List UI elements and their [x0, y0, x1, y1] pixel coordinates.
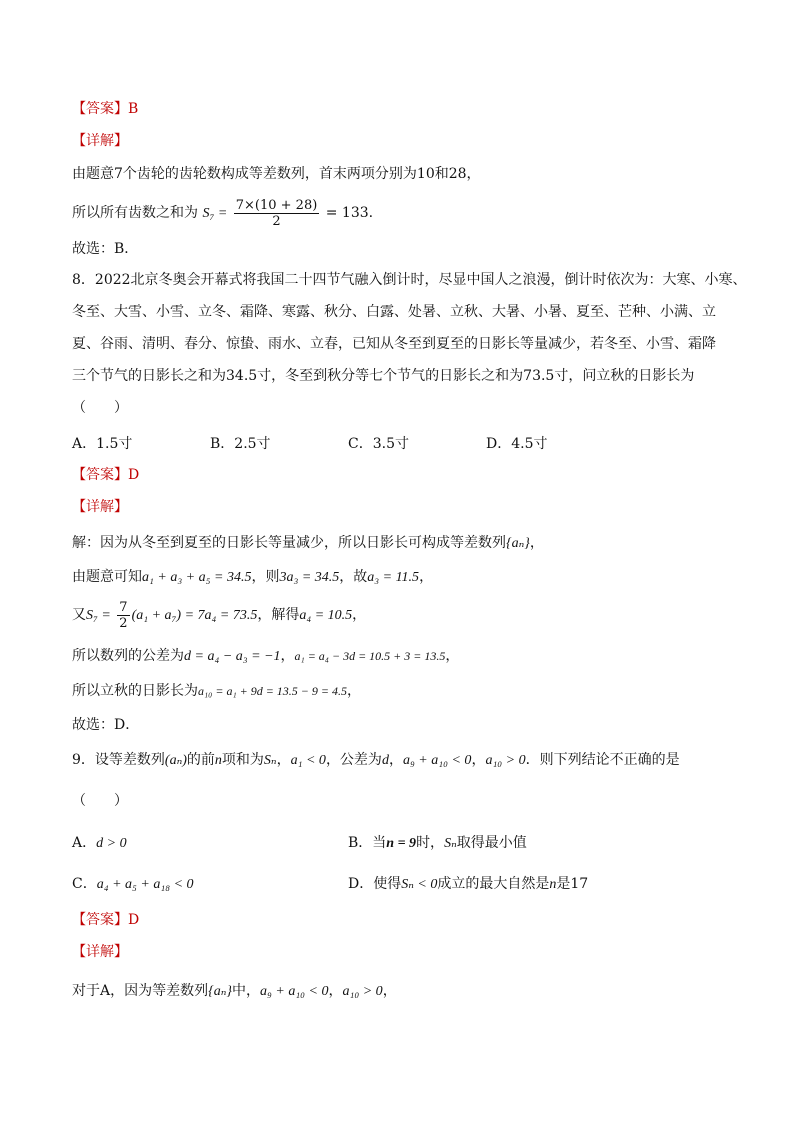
equation: (a₁ + a₇) = 7a₄ = 73.5 [131, 608, 258, 623]
sequence: {aₙ} [208, 984, 232, 999]
sequence: {aₙ} [506, 536, 530, 551]
q7-detail-tag [72, 131, 128, 151]
sequence: (aₙ) [164, 753, 187, 768]
q8-paren: （ ） [72, 400, 128, 416]
q9-option-d: D．使得Sₙ < 0成立的最大自然是n是17 [348, 876, 589, 892]
condition: a₉ + a₁₀ < 0 [260, 984, 329, 999]
condition: a₁₀ > 0 [485, 753, 526, 768]
condition: a₁₀ > 0 [342, 984, 383, 999]
equation: a₁₀ = a₁ + 9d = 13.5 − 9 = 4.5 [198, 684, 348, 698]
equation: a₄ = 10.5 [299, 608, 353, 623]
q8-answer-line [72, 465, 139, 485]
q8-stem-line-1: 8．2022北京冬奥会开幕式将我国二十四节气融入倒计时，尽显中国人之浪漫，倒计时依次为：大寒、小寒、 [72, 272, 747, 288]
fraction-denominator: 2 [272, 213, 281, 229]
q9-answer-line [72, 910, 139, 930]
q8-option-a: A．1.5寸 [72, 436, 133, 452]
equation: 3a₃ = 34.5 [279, 570, 340, 585]
q7-solution-line-2: 所以所有齿数之和为 S₇ = $\frac{7\times(10 + 28)}{2}$ = 133. [72, 197, 374, 229]
q8-option-c: C．3.5寸 [348, 436, 409, 452]
condition: a₉ + a₁₀ < 0 [402, 753, 472, 768]
q9-option-c: C．a₄ + a₅ + a₁₈ < 0 [72, 876, 194, 892]
equation: a₁ + a₃ + a₅ = 34.5 [142, 570, 252, 585]
answer-tag: 【答案】 [72, 912, 128, 928]
q8-detail-tag [72, 497, 128, 517]
answer-tag: 【答案】 [72, 101, 128, 117]
q7-solution-line-1: 由题意7个齿轮的齿轮数构成等差数列，首末两项分别为10和28， [72, 166, 481, 182]
answer-value: D [128, 912, 140, 928]
sum-lhs: S₇ = [202, 206, 228, 221]
fraction-denominator: 2 [119, 615, 128, 631]
answer-tag: 【答案】 [72, 467, 128, 483]
q8-stem-line-2: 冬至、大雪、小雪、立冬、霜降、寒露、秋分、白露、处暑、立秋、大暑、小暑、夏至、芒种、小满、立 [72, 304, 716, 320]
q9-solution-line-1: 对于A，因为等差数列{aₙ}中，a₉ + a₁₀ < 0，a₁₀ > 0， [72, 983, 397, 999]
q8-choose: 故选：D． [72, 717, 140, 733]
equation: a₃ = 11.5 [367, 570, 420, 585]
q7-choose: 故选：B． [72, 241, 139, 257]
detail-tag: 【详解】 [72, 499, 128, 515]
fraction-numerator: 7×(10 + 28) [235, 197, 318, 213]
q8-stem-line-4: 三个节气的日影长之和为34.5寸，冬至到秋分等七个节气的日影长之和为73.5寸，问立秋的日影长为 [72, 368, 695, 384]
answer-value: D [128, 467, 140, 483]
q9-option-a: A．d > 0 [72, 835, 127, 851]
detail-tag: 【详解】 [72, 944, 128, 960]
sum-fraction [234, 198, 320, 229]
fraction-numerator: 7 [119, 599, 128, 615]
q9-option-b: B．当n = 9时，Sₙ取得最小值 [348, 835, 527, 851]
q8-solution-line-1: 解：因为从冬至到夏至的日影长等量减少，所以日影长可构成等差数列{aₙ}， [72, 535, 544, 551]
q9-paren: （ ） [72, 793, 128, 809]
q8-solution-line-3: 又S₇ = $\frac{7}{2}$ (a₁ + a₇) = 7a₄ = 73.5，解得a₄ = 10.5， [72, 599, 367, 631]
sum-rhs: = 133 [325, 205, 369, 221]
equation: a₁ = a₄ − 3d = 10.5 + 3 = 13.5 [294, 649, 446, 663]
condition: a₁ < 0 [290, 753, 326, 768]
answer-value: B [128, 101, 139, 117]
q8-solution-line-4: 所以数列的公差为d = a₄ − a₃ = −1，a₁ = a₄ − 3d = 10.5 + 3 = 13.5， [72, 648, 460, 664]
equation: d = a₄ − a₃ = −1 [184, 649, 281, 664]
q8-solution-line-5: 所以立秋的日影长为a₁₀ = a₁ + 9d = 13.5 − 9 = 4.5， [72, 683, 362, 699]
equation: S₇ = [86, 608, 111, 623]
q9-detail-tag [72, 942, 128, 962]
fraction [117, 600, 129, 631]
q8-solution-line-2: 由题意可知a₁ + a₃ + a₅ = 34.5，则3a₃ = 34.5，故a₃ = 11.5， [72, 569, 434, 585]
q9-stem-line-1: 9．设等差数列(aₙ)的前n项和为Sₙ，a₁ < 0，公差为d，a₉ + a₁₀ < 0，a₁₀ > 0．则下列结论不正确的是 [72, 752, 680, 768]
q8-option-d: D．4.5寸 [486, 436, 548, 452]
detail-tag: 【详解】 [72, 133, 128, 149]
q8-stem-line-3: 夏、谷雨、清明、春分、惊蛰、雨水、立春，已知从冬至到夏至的日影长等量减少，若冬至、小雪、霜降 [72, 336, 716, 352]
q8-option-b: B．2.5寸 [210, 436, 271, 452]
q7-answer-line [72, 99, 138, 119]
